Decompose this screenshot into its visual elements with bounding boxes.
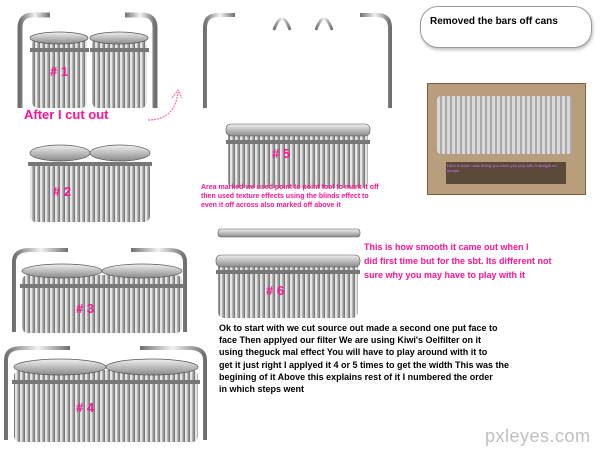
instruction-line: Ok to start with we cut source out made a second one put face to: [219, 323, 498, 333]
removed-bars-caption: Removed the bars off cans: [430, 16, 558, 27]
instruction-line: get it just right I applyed it 4 or 5 times to get the width This was the: [219, 359, 510, 370]
site-watermark: pxleyes.com: [485, 426, 591, 446]
area-marked-line-3: even it off across also marked off above it: [201, 202, 341, 209]
removed-bars: [205, 15, 390, 108]
step-label-1: # 1: [50, 64, 69, 79]
area-marked-caption: [201, 183, 421, 210]
instructions-text: [219, 322, 594, 395]
step-label-2: # 2: [53, 184, 72, 199]
smooth-line-3: sure why you may have to play with it: [364, 270, 526, 280]
smooth-line-2: did first time but for the sbt. Its different not: [364, 256, 552, 266]
step-label-3: # 3: [76, 301, 95, 316]
after-cut-caption: After I cut out: [24, 107, 109, 122]
can-pair-2: [28, 145, 152, 222]
step-label-5: # 5: [272, 146, 291, 161]
area-marked-line-1: Area marked we used point to point tool to mark it off: [201, 184, 379, 191]
speech-bubble: [420, 6, 592, 48]
area-marked-line-2: then used texture effects using the blinds effect to: [201, 193, 369, 200]
smooth-caption: [364, 240, 594, 282]
instruction-line: face Then applyed our filter We are using Kiwi's Oelfilter on it: [219, 335, 482, 346]
can-set-3: [14, 250, 185, 333]
step-label-6: # 6: [266, 283, 285, 298]
smooth-line-1: This is how smooth it came out when I: [364, 242, 529, 252]
can-pair-1: [20, 15, 155, 108]
reference-photo-can: [437, 96, 572, 154]
can-body-5: [226, 124, 370, 188]
reference-photo-caption: Here is what I was telling you when you play with it straight no bumps: [446, 162, 566, 184]
instruction-line: in which steps went: [219, 384, 305, 395]
can-set-4: [6, 348, 205, 442]
can-smooth-6: [216, 229, 360, 318]
step-label-4: # 4: [76, 400, 95, 415]
instruction-line: begining of it Above this explains rest of it I numbered the order: [219, 371, 493, 382]
instruction-line: using theguck mal effect You will have to play around with it to: [219, 347, 488, 358]
